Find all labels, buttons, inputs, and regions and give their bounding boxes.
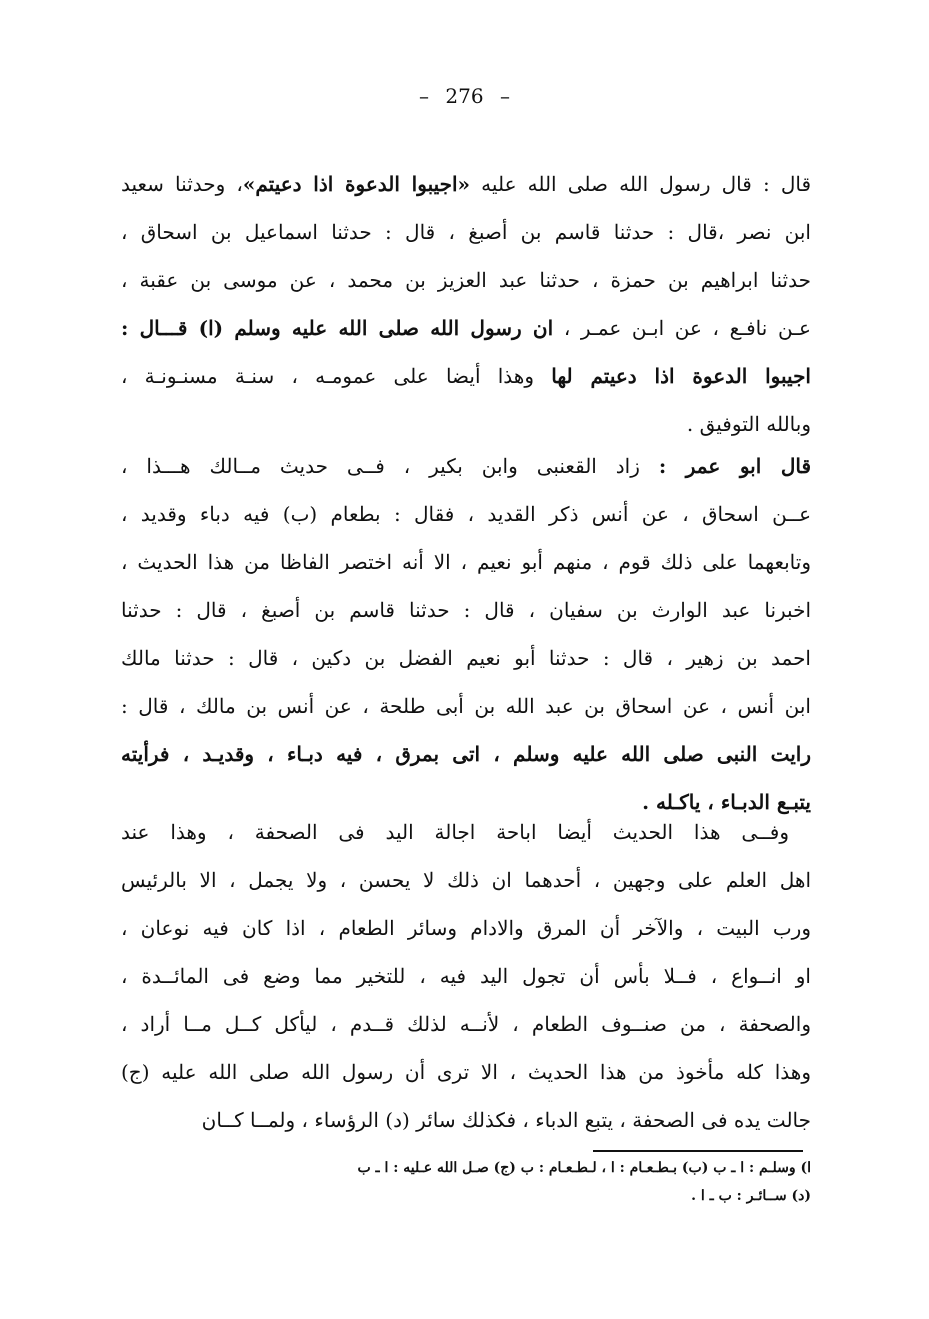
text-run: اهل العلم على وجهين ، أحدهما ان ذلك لا يحسن ، ولا يجمل ، الا بالرئيس xyxy=(121,868,811,892)
paragraph-2 xyxy=(121,442,811,826)
text-line xyxy=(121,442,811,490)
footnote-line: ا) وسلـم : ا ـ ب (ب) بـطـعـام : ا ، لـطـعـام : ب (ج) صـل الله عـليه : ا ـ ب xyxy=(357,1160,811,1176)
bold-text-run: رايت النبى صلى الله عليه وسلم ، اتى بمرق ، فيه دبـاء ، وقديـد ، فرأيته xyxy=(121,742,811,766)
text-run: احمد بن زهير ، قال : حدثنا أبو نعيم الفضل بن دكين ، قال : حدثنا مالك xyxy=(121,646,811,670)
text-line xyxy=(121,208,811,256)
text-run: عـن نافـع ، عن ابـن عمـر ، xyxy=(553,316,811,340)
text-run: ورب البيت ، والآخر أن المرق والادام وسائر الطعام ، اذا كان فيه نوعان ، xyxy=(121,916,811,940)
text-run: وهذا أيضا على عمومـه ، سنـة مسنـونـة ، xyxy=(121,364,552,388)
bold-text-run: اجيبوا الدعوة اذا دعيتم لها xyxy=(551,364,811,388)
page-number-dash-left: – xyxy=(419,84,430,108)
text-run: ابن نصر ،قال : حدثنا قاسم بن أصبغ ، قال : حدثنا اسماعيل بن اسحاق ، xyxy=(121,220,811,244)
text-line xyxy=(121,586,811,634)
text-run: وتابعهما على ذلك قوم ، منهم أبو نعيم ، الا أنه اختصر الفاظا من هذا الحديث ، xyxy=(121,550,811,574)
text-line xyxy=(121,304,811,352)
bold-text-run: «اجيبوا الدعوة اذا دعيتم» xyxy=(242,172,471,196)
text-line xyxy=(121,1096,811,1144)
text-line xyxy=(121,160,811,208)
footnotes xyxy=(121,1154,811,1210)
page-number-dash-right: – xyxy=(499,84,510,108)
bold-text-run: قال ابو عمر : xyxy=(658,454,811,478)
text-run: وفــى هذا الحديث أيضا اباحة اجالة اليد فى الصحفة ، وهذا عند xyxy=(121,820,789,844)
text-run: جالت يده فى الصحفة ، يتبع الدباء ، فكذلك سائر (د) الرؤساء ، ولمــا كــان xyxy=(201,1108,811,1132)
text-line xyxy=(121,1000,811,1048)
text-line xyxy=(121,682,811,730)
bold-text-run: ان رسول الله صلى الله عليه وسلم (ا) قـــال : xyxy=(121,316,554,340)
page-number xyxy=(0,84,929,108)
text-line xyxy=(121,634,811,682)
text-line xyxy=(121,256,811,304)
text-run: حدثنا ابراهيم بن حمزة ، حدثنا عبد العزيز بن محمد ، عن موسى بن عقبة ، xyxy=(121,268,811,292)
text-line xyxy=(121,952,811,1000)
text-line xyxy=(121,1048,811,1096)
paragraph-1 xyxy=(121,160,811,448)
text-line xyxy=(121,538,811,586)
text-run: وهذا كله مأخوذ من هذا الحديث ، الا ترى أن رسول الله صلى الله عليه (ج) xyxy=(121,1060,811,1084)
page-number-value: 276 xyxy=(445,84,484,108)
paragraph-3 xyxy=(121,808,811,1144)
text-run: عــن اسحاق ، عن أنس ذكر القديد ، فقال : بطعام (ب) فيه دباء وقديد ، xyxy=(121,502,811,526)
text-run: وبالله التوفيق . xyxy=(686,412,811,436)
text-line xyxy=(121,730,811,778)
text-run: ابن أنس ، عن اسحاق بن عبد الله بن أبى طلحة ، عن أنس بن مالك ، قال : xyxy=(121,694,811,718)
text-line xyxy=(121,856,811,904)
text-run: زاد القعنبى وابن بكير ، فــى حديث مــالك هـــذا ، xyxy=(121,454,659,478)
text-run: والصحفة ، من صنــوف الطعام ، لأنــه لذلك قــدم ، ليأكل كــل مــا أراد ، xyxy=(121,1012,811,1036)
text-line xyxy=(121,400,811,448)
text-line xyxy=(121,352,811,400)
bold-text-run: يتبـع الدبـاء ، ياكـله . xyxy=(642,790,811,814)
text-run: او انــواع ، فــلا بأس أن تجول اليد فيه ، للتخير مما وضع فى المائــدة ، xyxy=(121,964,811,988)
text-line xyxy=(121,904,811,952)
text-run: اخبرنا عبد الوارث بن سفيان ، قال : حدثنا قاسم بن أصبغ ، قال : حدثنا xyxy=(121,598,811,622)
footnote-divider xyxy=(593,1150,803,1152)
text-run: ، وحدثنا سعيد xyxy=(121,172,243,196)
text-line xyxy=(121,490,811,538)
text-run: قال : قال رسول الله صلى الله عليه xyxy=(470,172,811,196)
text-line xyxy=(121,808,811,856)
footnote-line: (د) ســائـر : ب ـ ا . xyxy=(691,1188,811,1204)
